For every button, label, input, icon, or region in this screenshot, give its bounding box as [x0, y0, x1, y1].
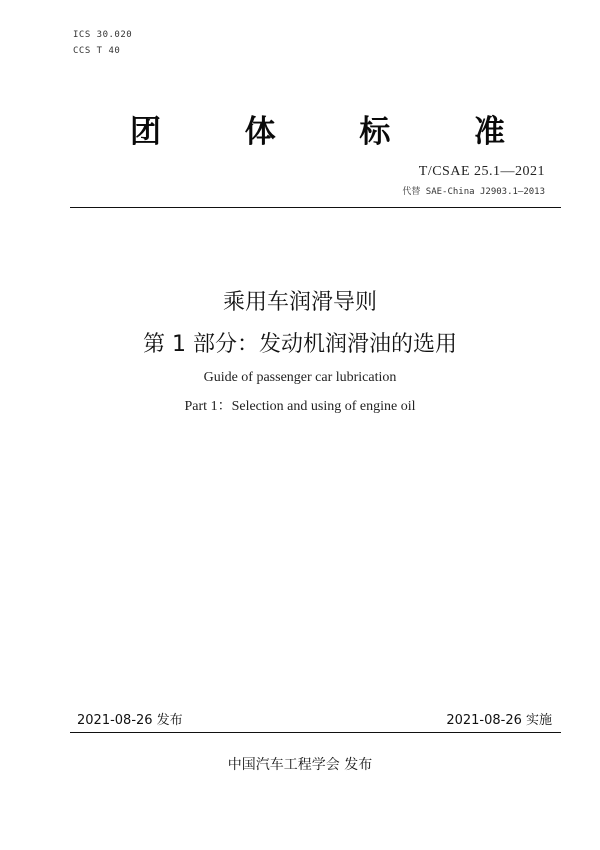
standard-type-char: 准 — [473, 114, 505, 150]
standard-type-char: 标 — [359, 114, 391, 150]
standard-number: T/CSAE 25.1—2021 — [418, 164, 545, 179]
standard-type-char: 体 — [244, 114, 276, 150]
publisher: 中国汽车工程学会 发布 — [227, 757, 373, 773]
title-chinese-main: 乘用车润滑导则 — [222, 290, 377, 315]
ccs-code: CCS T 40 — [73, 46, 121, 56]
title-chinese-part: 第 1 部分：发动机润滑油的选用 — [143, 332, 457, 357]
replaces-note: 代替 SAE-China J2903.1—2013 — [402, 187, 545, 197]
header-divider — [70, 207, 561, 208]
standard-type-heading — [130, 106, 505, 151]
ics-code: ICS 30.020 — [73, 30, 133, 40]
implementation-date: 2021-08-26 实施 — [446, 713, 552, 728]
title-english-main: Guide of passenger car lubrication — [203, 370, 397, 385]
title-english-part: Part 1：Selection and using of engine oil — [184, 399, 416, 414]
issue-date: 2021-08-26 发布 — [77, 713, 183, 728]
footer-divider — [70, 732, 561, 733]
standard-type-char: 团 — [130, 114, 161, 150]
